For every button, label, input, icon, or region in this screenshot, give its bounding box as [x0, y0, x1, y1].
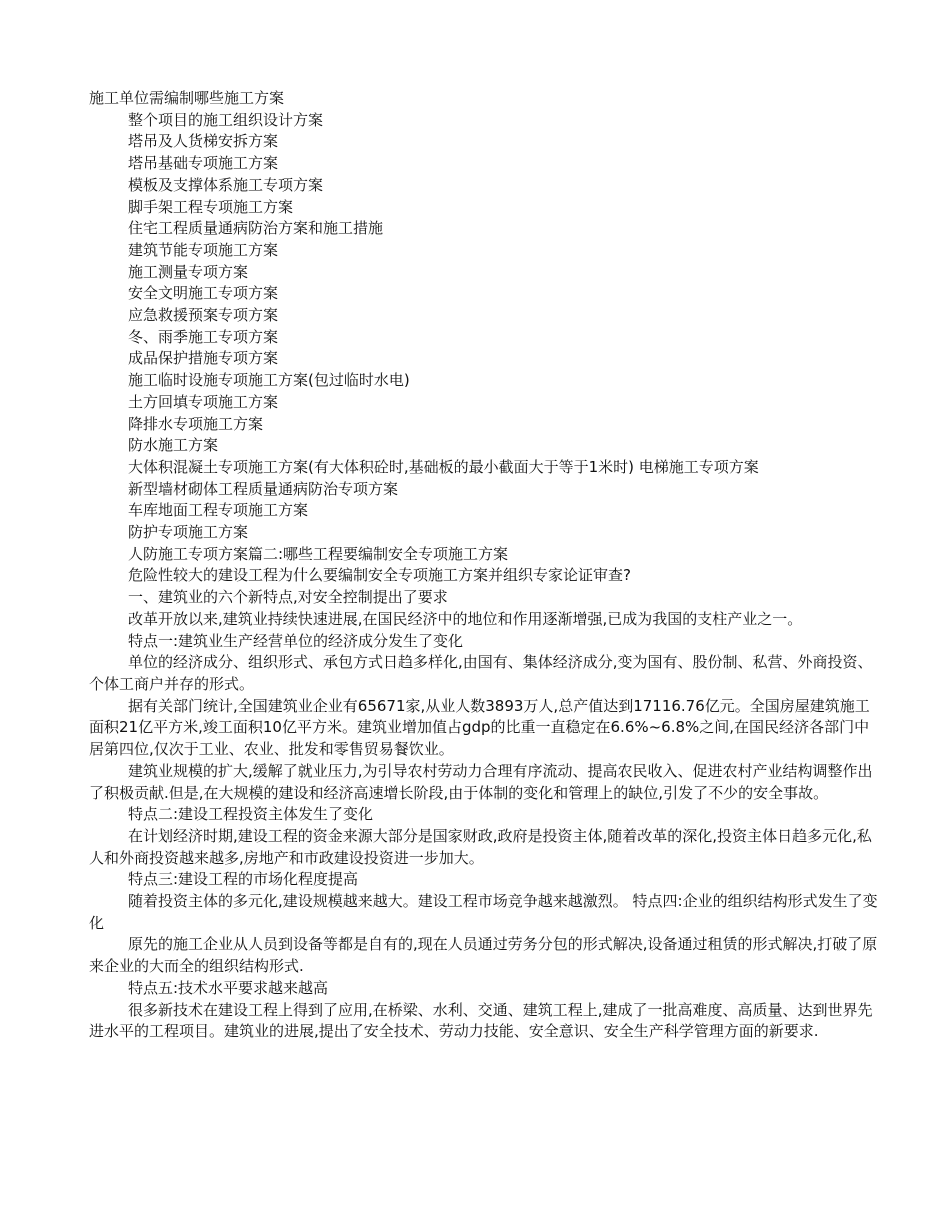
body-paragraph: 据有关部门统计,全国建筑业企业有65671家,从业人数3893万人,总产值达到17116.76亿元。全国房屋建筑施工面积21亿平方米,竣工面积10亿平方米。建筑业增加值占gdp的比重一直稳定在6.6%~6.8%之间,在国民经济各部门中居第四位,仅次于工业、农业、批发和零售贸易餐饮业。	[89, 696, 870, 759]
plan-item: 脚手架工程专项施工方案	[128, 197, 294, 216]
body-paragraph: 随着投资主体的多元化,建设规模越来越大。建设工程市场竞争越来越激烈。 特点四:企业的组织结构形式发生了变化	[89, 892, 878, 932]
section-heading: 人防施工专项方案篇二:哪些工程要编制安全专项施工方案	[128, 544, 509, 563]
body-paragraph: 在计划经济时期,建设工程的资金来源大部分是国家财政,政府是投资主体,随着改革的深化,投资主体日趋多元化,私人和外商投资越来越多,房地产和市政建设投资进一步加大。	[89, 826, 872, 867]
body-paragraph: 改革开放以来,建筑业持续快速进展,在国民经济中的地位和作用逐渐增强,已成为我国的支柱产业之一。	[128, 609, 803, 628]
plan-item: 应急救援预案专项方案	[128, 306, 279, 325]
plan-item: 防护专项施工方案	[128, 523, 249, 542]
plan-item: 新型墙材砌体工程质量通病防治专项方案	[128, 479, 399, 498]
plan-item: 施工临时设施专项施工方案(包过临时水电)	[128, 371, 410, 390]
plan-item: 降排水专项施工方案	[128, 414, 264, 433]
plan-item: 施工测量专项方案	[128, 262, 249, 281]
section-question: 危险性较大的建设工程为什么要编制安全专项施工方案并组织专家论证审查?	[128, 566, 631, 585]
plan-item: 冬、雨季施工专项方案	[128, 327, 279, 346]
body-paragraph: 建筑业规模的扩大,缓解了就业压力,为引导农村劳动力合理有序流动、提高农民收入、促进农村产业结构调整作出了积极贡献.但是,在大规模的建设和经济高速增长阶段,由于体制的变化和管理上的缺位,引发了不少的安全事故。	[89, 761, 873, 802]
body-paragraph: 单位的经济成分、组织形式、承包方式日趋多样化,由国有、集体经济成分,变为国有、股份制、私营、外商投资、个体工商户并存的形式。	[89, 653, 873, 693]
plan-item: 安全文明施工专项方案	[128, 284, 279, 303]
section-subheading: 一、建筑业的六个新特点,对安全控制提出了要求	[128, 588, 448, 607]
feature-heading: 特点二:建设工程投资主体发生了变化	[128, 805, 374, 824]
plan-item: 塔吊基础专项施工方案	[128, 154, 279, 173]
plan-item: 整个项目的施工组织设计方案	[128, 110, 324, 129]
document-page	[89, 88, 879, 1043]
plan-item: 模板及支撑体系施工专项方案	[128, 175, 324, 194]
plan-item: 住宅工程质量通病防治方案和施工措施	[128, 219, 384, 238]
plan-item: 建筑节能专项施工方案	[128, 240, 279, 259]
plan-item: 塔吊及人货梯安拆方案	[128, 132, 279, 151]
body-paragraph: 很多新技术在建设工程上得到了应用,在桥梁、水利、交通、建筑工程上,建成了一批高难度、高质量、达到世界先进水平的工程项目。建筑业的进展,提出了安全技术、劳动力技能、安全意识、安全生产科学管理方面的新要求.	[89, 1000, 873, 1041]
feature-heading: 特点五:技术水平要求越来越高	[128, 978, 329, 997]
plan-item: 防水施工方案	[128, 436, 219, 455]
plan-item: 土方回填专项施工方案	[128, 392, 279, 411]
feature-heading: 特点三:建设工程的市场化程度提高	[128, 870, 359, 889]
plan-item: 车库地面工程专项施工方案	[128, 501, 309, 520]
plan-item: 大体积混凝土专项施工方案(有大体积砼时,基础板的最小截面大于等于1米时) 电梯施工专项方案	[128, 457, 759, 476]
feature-heading: 特点一:建筑业生产经营单位的经济成分发生了变化	[128, 631, 464, 650]
plan-item: 成品保护措施专项方案	[128, 349, 279, 368]
body-paragraph: 原先的施工企业从人员到设备等都是自有的,现在人员通过劳务分包的形式解决,设备通过租赁的形式解决,打破了原来企业的大而全的组织结构形式.	[89, 935, 878, 976]
document-title: 施工单位需编制哪些施工方案	[89, 89, 285, 107]
